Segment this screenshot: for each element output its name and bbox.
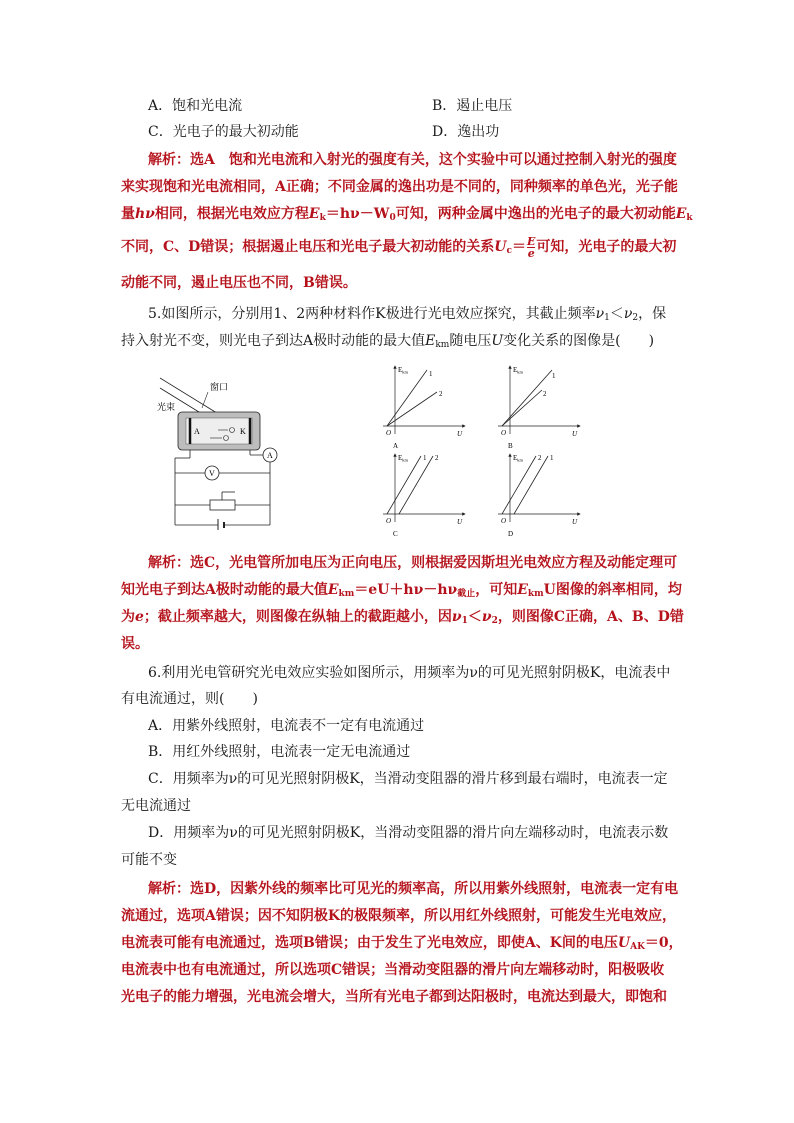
y-axis-label: $E_{km}$ [513,454,524,463]
series-label-1: 1 [423,454,427,462]
anode-label: A [194,427,200,436]
q5-line-1: 5.如图所示，分别用1、2两种材料作K极进行光电效应探究，其截止频率$\nu_1<\nu_2$，保 [148,306,667,323]
graph-caption: B [508,442,513,450]
y-axis-label-sub: km [402,369,409,375]
q4-solution-line-1: 解析：选A 饱和光电流和入射光的强度有关，这个实验中可以通过控制入射光的强度 [148,152,677,168]
series-label-1: 1 [550,454,554,462]
option-a: A．饱和光电流 [148,98,243,114]
q6-solution-line-2: 流通过，选项A错误；因不知阴极K的极限频率，所以用红外线照射，可能发生光电效应， [121,908,677,924]
q6-option-d-line-1: D．用频率为ν的可见光照射阴极K，当滑动变阻器的滑片向左端移动时，电流表示数 [148,825,669,841]
series-label-2: 2 [435,454,439,462]
graph-caption: A [393,442,399,450]
graph-options [360,362,590,537]
graph-d [498,454,580,537]
series-label-1: 1 [552,372,556,380]
option-b: B．遏止电压 [432,98,513,114]
q4-solution-line-5: 动能不同，遏止电压也不同，B错误。 [121,275,357,291]
series-label-2: 2 [538,454,542,462]
rheostat-icon [210,500,235,510]
q5-line-2: 持入射光不变，则光电子到达A极时动能的最大值$E_{km}$随电压U变化关系的图像是( ) [121,333,655,350]
window-label: 窗口 [210,382,229,392]
q4-solution-line-2: 来实现饱和光电流相同，A正确；不同金属的逸出功是不同的，同种频率的单色光，光子能 [121,179,678,195]
q6-solution-line-5: 光电子的能力增强，光电流会增大，当所有光电子都到达阳极时，电流达到最大，即饱和 [121,989,667,1005]
q5-solution-line-3: 为e；截止频率越大，则图像在纵轴上的截距越小，因$\nu_1<\nu_2$，则图像C正确，A、B、D错 [121,609,684,626]
y-axis-label: $E_{km}$ [398,454,409,463]
q4-solution-line-3: 量hν相同，根据光电效应方程$E_k=h\nu-W_0$可知，两种金属中逸出的光电子的最大初动能$E_k$ [121,206,693,223]
q6-option-c-line-1: C．用频率为ν的可见光照射阴极K，当滑动变阻器的滑片移到最右端时，电流表一定 [148,771,668,787]
x-axis-label: U [457,430,463,438]
x-axis-label: U [572,430,578,438]
origin-label: O [386,429,392,437]
series-label-2: 2 [543,390,547,398]
beam-label: 光束 [157,402,176,412]
photoelectric-circuit-diagram [140,370,290,530]
origin-label: O [501,517,507,525]
graph-b [498,366,580,450]
q6-solution-line-4: 电流表中也有电流通过，所以选项C错误；当滑动变阻器的滑片向左端移动时，阳极吸收 [121,962,665,978]
q5-solution-line-1: 解析：选C，光电管所加电压为正向电压，则根据爱因斯坦光电效应方程及动能定理可 [148,555,678,571]
q6-line-2: 有电流通过，则( ) [121,691,258,707]
origin-label: O [386,517,392,525]
series-label-1: 1 [429,370,433,378]
q5-solution-line-2: 知光电子到达A极时动能的最大值$E_{km}=eU+h\nu-h\nu_{截止}$，可知$E_{km}U$图像的斜率相同，均 [121,582,682,599]
x-axis-label: U [572,518,578,526]
x-axis-label: U [457,518,463,526]
q6-option-a: A．用紫外线照射，电流表不一定有电流通过 [148,718,425,734]
option-c: C．光电子的最大初动能 [148,124,299,140]
series-line-2 [502,390,542,426]
voltmeter-label: V [209,469,215,478]
origin-label: O [501,429,507,437]
ammeter-label: A [267,451,273,460]
series-label-2: 2 [439,390,443,398]
y-axis-label-sub: km [517,457,524,463]
q6-option-b: B．用红外线照射，电流表一定无电流通过 [148,744,411,760]
y-axis-label-sub: km [517,369,524,375]
q5-solution-line-4: 误。 [121,636,149,652]
q4-solution-line-4: 不同，C、D错误；根据遏止电压和光电子最大初动能的关系$U_c=$ $\frac{E}{e}$ 可知，光电子的最大初 [121,234,677,260]
q6-solution-line-1: 解析：选D，因紫外线的频率比可见光的频率高，所以用紫外线照射，电流表一定有电 [148,881,679,897]
series-line-2 [387,392,437,426]
graph-caption: D [508,530,514,537]
q6-option-c-line-2: 无电流通过 [121,798,191,814]
y-axis-label: $E_{km}$ [513,366,524,375]
graph-a [383,366,465,450]
option-d: D．逸出功 [432,124,500,140]
series-line-1 [502,370,552,426]
q6-solution-line-3: 电流表可能有电流通过，选项B错误；由于发生了光电效应，即使A、K间的电压$U_{AK}=0$， [121,935,683,952]
q6-option-d-line-2: 可能不变 [121,852,177,868]
fraction: $\frac{E}{e}$ [527,234,536,260]
cathode-label: K [240,427,246,436]
y-axis-label-sub: km [402,457,409,463]
graph-c [383,454,465,537]
y-axis-label: $E_{km}$ [398,366,409,375]
q6-line-1: 6.利用光电管研究光电效应实验如图所示，用频率为ν的可见光照射阴极K，电流表中 [148,665,671,681]
graph-caption: C [393,530,398,537]
series-line-1 [387,370,427,426]
